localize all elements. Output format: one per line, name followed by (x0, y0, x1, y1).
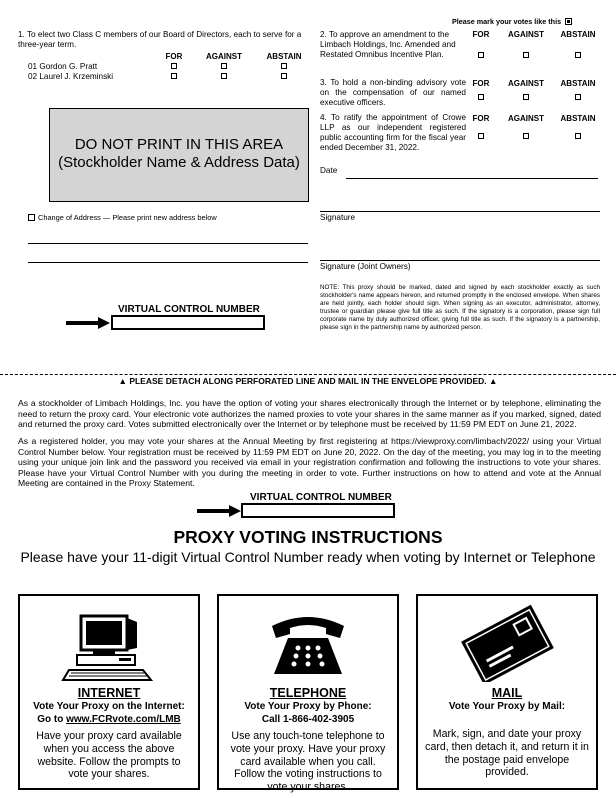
proposal-4-header-against: AGAINST (508, 114, 544, 123)
header-for: FOR (165, 52, 183, 61)
proposal-1-text: 1. To elect two Class C members of our Board of Directors, each to serve for a three-year term. (18, 30, 302, 49)
mail-sub1: Vote Your Proxy by Mail: (448, 701, 566, 712)
header-against: AGAINST (206, 52, 242, 61)
signature-joint-line[interactable] (320, 260, 600, 261)
registration-paragraph: As a registered holder, you may vote your shares at the Annual Meeting by first registering at https://viewproxy.com/limbach/2022/ using your Virtual Control Number below. Your registration must be received by 11:59 PM EDT on June 20, 2022. On the day of the meeting, you may log in to the meeting using your unique join link and the password you received via email in your registration confirmation and following the instructions to vote your shares. Please have your Virtual Control Number with you during the meeting in order to vote. Further instructions on how to attend and vote at the Annual Meeting are contained in the Proxy Statement. (18, 436, 601, 489)
internet-link[interactable]: www.FCRvote.com/LMB (66, 714, 181, 725)
proposal-4-abstain-checkbox[interactable] (575, 133, 581, 139)
proposal-4-text: 4. To ratify the appointment of Crowe LLP as our independent registered public accounting firm for the fiscal year ended December 31, 2022. (320, 113, 466, 152)
proposal-2-header-for: FOR (472, 30, 490, 39)
arrow-right-icon (66, 317, 110, 329)
proposal-3-header-against: AGAINST (508, 79, 544, 88)
internet-go-to: Go to (37, 714, 67, 725)
telephone-title: TELEPHONE (269, 686, 347, 700)
address-line-2[interactable] (28, 262, 308, 263)
proposal-4-header-abstain: ABSTAIN (560, 114, 596, 123)
telephone-number[interactable]: Call 1-866-402-3905 (261, 714, 355, 725)
nominee-2-against-checkbox[interactable] (221, 73, 227, 79)
date-label: Date (320, 166, 338, 175)
internet-box (18, 594, 200, 790)
vcn-label-bottom: VIRTUAL CONTROL NUMBER (250, 492, 392, 503)
filled-checkbox-icon (565, 18, 572, 25)
mark-instruction-text: Please mark your votes like this (452, 17, 562, 26)
signature-line[interactable] (320, 211, 600, 212)
change-address-checkbox[interactable] (28, 214, 35, 221)
proposal-3-against-checkbox[interactable] (523, 94, 529, 100)
proposal-4-header-for: FOR (472, 114, 490, 123)
computer-icon (59, 604, 159, 682)
vcn-box-top[interactable] (111, 315, 265, 330)
perforation-line (0, 374, 616, 375)
proposal-4-for-checkbox[interactable] (478, 133, 484, 139)
telephone-description: Use any touch-tone telephone to vote your proxy. Have your proxy card available when you call. Follow the voting instructions to vote your shares. (230, 730, 386, 794)
page-subtitle: Please have your 11-digit Virtual Control Number ready when voting by Internet or Telephone (20, 549, 596, 565)
arrow-right-icon (197, 505, 241, 517)
telephone-box (217, 594, 399, 794)
do-not-print-area (49, 108, 309, 202)
mark-instruction (452, 17, 572, 26)
internet-title: INTERNET (77, 686, 141, 700)
proposal-3-text: 3. To hold a non-binding advisory vote on the compensation of our named executive officers. (320, 78, 466, 107)
proposal-2-header-abstain: ABSTAIN (560, 30, 596, 39)
proposal-3-for-checkbox[interactable] (478, 94, 484, 100)
telephone-icon (258, 604, 358, 682)
mail-box (416, 594, 598, 790)
signature-joint-label: Signature (Joint Owners) (320, 262, 411, 271)
proposal-3-header-abstain: ABSTAIN (560, 79, 596, 88)
internet-description: Have your proxy card available when you access the above website. Follow the prompts to vote your shares. (36, 730, 182, 781)
nominee-1-abstain-checkbox[interactable] (281, 63, 287, 69)
nominee-2-abstain-checkbox[interactable] (281, 73, 287, 79)
proposal-2-header-against: AGAINST (508, 30, 544, 39)
do-not-print-line2: (Stockholder Name & Address Data) (58, 154, 300, 171)
nominee-1-for-checkbox[interactable] (171, 63, 177, 69)
mail-title: MAIL (491, 686, 523, 700)
proposal-2-text: 2. To approve an amendment to the Limbach Holdings, Inc. Amended and Restated Omnibus Incentive Plan. (320, 30, 456, 59)
signing-note: NOTE: This proxy should be marked, dated and signed by each stockholder exactly as such stockholder's name appears hereon, and returned promptly in the enclosed envelope. When shares are held jointly, each holder should sign. When signing as an executor, administrator, attorney, trustee or guardian please give full title as such. If the signatory is a corporation, please sign full corporate name by duly authorized officer, giving full title as such. If the signatory is a partnership, please sign in the partnership name by authorized person. (320, 284, 600, 332)
signature-label: Signature (320, 213, 356, 222)
address-line-1[interactable] (28, 243, 308, 244)
vcn-label-top: VIRTUAL CONTROL NUMBER (118, 304, 260, 315)
nominee-2-for-checkbox[interactable] (171, 73, 177, 79)
telephone-sub1: Vote Your Proxy by Phone: (244, 701, 372, 712)
nominee-2: 02 Laurel J. Krzeminski (28, 72, 114, 81)
do-not-print-line1: DO NOT PRINT IN THIS AREA (74, 136, 284, 153)
proposal-4-against-checkbox[interactable] (523, 133, 529, 139)
nominee-1-against-checkbox[interactable] (221, 63, 227, 69)
page-title: PROXY VOTING INSTRUCTIONS (173, 527, 443, 547)
header-abstain: ABSTAIN (266, 52, 302, 61)
electronic-voting-paragraph: As a stockholder of Limbach Holdings, Inc. you have the option of voting your shares electronically through the Internet or by telephone, eliminating the need to return the proxy card. Your electronic vote authorizes the named proxies to vote your shares in the same manner as if you marked, signed, dated and returned the proxy card. Votes submitted electronically over the Internet or by telephone must be received by 11:59 PM EDT on June 21, 2022. (18, 398, 601, 430)
proposal-2-for-checkbox[interactable] (478, 52, 484, 58)
proposal-3-abstain-checkbox[interactable] (575, 94, 581, 100)
envelope-icon (457, 604, 557, 682)
nominee-1: 01 Gordon G. Pratt (28, 62, 98, 71)
internet-sub1: Vote Your Proxy on the Internet: (33, 701, 185, 712)
proposal-3-header-for: FOR (472, 79, 490, 88)
proposal-2-abstain-checkbox[interactable] (575, 52, 581, 58)
detach-instruction: ▲ PLEASE DETACH ALONG PERFORATED LINE AND MAIL IN THE ENVELOPE PROVIDED. ▲ (118, 376, 498, 386)
date-line[interactable] (346, 178, 598, 179)
change-address-label: Change of Address — Please print new address below (38, 213, 217, 222)
internet-sub2 (20, 714, 198, 726)
vcn-box-bottom[interactable] (241, 503, 395, 518)
proposal-2-against-checkbox[interactable] (523, 52, 529, 58)
mail-description: Mark, sign, and date your proxy card, then detach it, and return it in the postage paid envelope provided. (425, 728, 589, 779)
